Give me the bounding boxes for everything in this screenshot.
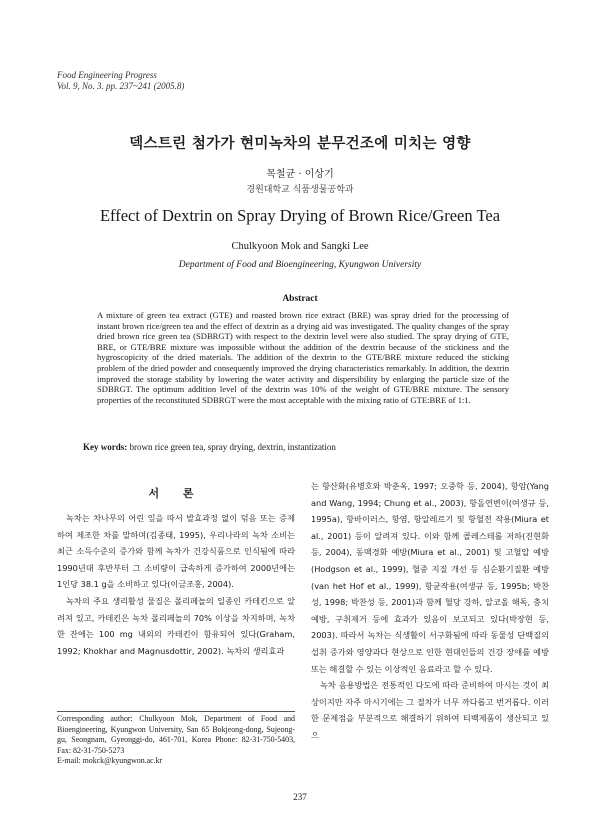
english-title: Effect of Dextrin on Spray Drying of Brown Rice/Green Tea [99,206,501,225]
journal-header [57,70,184,92]
abstract-body: A mixture of green tea extract (GTE) and roasted brown rice extract (BRE) was spray dried for the processing of instant brown rice/green tea and the effect of dextrin as a drying aid was investigated. The quality changes of the spray dried brown rice green tea (SDBRGT) with respect to the dextrin level were also studied. The spray drying of GTE, BRE, or GTE/BRE mixture was impossible without the addition of the dextrin because of the stickiness and the hygroscopicity of the dried materials. The addition of the dextrin to the GTE/BRE mixture reduced the sticking problem of the dried powder and consequently improved the drying characteristics remarkably. In addition, the dextrin improved the storage stability by lowering the water activity and dispersibility by enlarging the particle size of the SDBRGT. The optimum addition level of the dextrin was 10% of the weight of GTE/BRE mixture. The sensory properties of the reconstituted SDBRGT were the most acceptable with the mixing ratio of GTE:BRE of 1:1. [97,310,509,405]
intro-paragraph-4: 녹차 음용방법은 전통적인 다도에 따라 준비하여 마시는 것이 최상이지만 자주 마시기에는 그 절차가 너무 까다롭고 번거롭다. 이러한 문제점을 부분적으로 해결하기 위하여 티백제품이 생산되고 있으 [311,680,549,740]
footnote-corresponding-author: Corresponding author: Chulkyoon Mok, Department of Food and Bioengineering, Kyungwon University, San 65 Bokjeong-dong, Sujeong-gu, Seongnam, Gyeonggi-do, 461-701, Korea Phone: 82-31-750-5403, Fax: 82-31-750-5273 [57,714,295,755]
footnote-email: E-mail: mokck@kyungwon.ac.kr [57,756,163,766]
keywords-text: brown rice green tea, spray drying, dextrin, instantization [129,442,336,452]
right-column-text [311,478,549,744]
korean-title: 덱스트린 첨가가 현미녹차의 분무건조에 미치는 영향 [129,136,471,152]
section-heading-intro: 서 론 [148,487,204,500]
intro-paragraph-3: 는 항산화(유병호와 박춘옥, 1997; 오중학 등, 2004), 항암(Yang and Wang, 1994; Chung et al., 2003), 항돌연변이(여생규 등, 1995a), 항바이러스, 항염, 항알레르기 및 항혈전 작용(Miura et al., 2001) 등이 알려져 있다. 이와 함께 콜레스테롤 저하(진현화 등, 2004), 동맥경화 예방(Miura et al., 2001) 및 고혈압 예방(Hodgson et al., 1999), 혈중 지질 개선 등 심순환기질환 예방(van het Hof et al., 1999), 항균작용(여생규 등, 1995b; 박찬성, 1998; 박찬성 등, 2001)과 함께 혈당 강하, 알코올 해독, 충치 예방, 구취제거 등에 효과가 있음이 보고되고 있다(박장현 등, 2003). 따라서 녹차는 식생활이 서구화됨에 따라 동물성 단백질의 섭취 증가와 영양과다 현상으로 인한 현대인들의 건강 장애를 예방 또는 해결할 수 있는 이상적인 음료라고 할 수 있다. [311,481,549,674]
footnote [57,714,295,767]
english-affiliation: Department of Food and Bioengineering, Kyungwon University [178,260,422,270]
intro-paragraph-1: 녹차는 차나무의 어린 잎을 따서 발효과정 없이 덖음 또는 증제하여 제조한 차를 말하며(김종태, 1995), 우리나라의 녹차 소비는 최근 소득수준의 증가와 함께 녹차가 건강식품으로 인식됨에 따라 1990년대 후반부터 그 소비량이 급속하게 증가하여 2000년에는 1인당 38.1 g을 소비하고 있다(이금조홍, 2004). [57,513,295,590]
footnote-divider [57,711,295,712]
journal-volume: Vol. 9, No. 3. pp. 237~241 (2005.8) [57,81,185,91]
keywords-label: Key words: [83,442,128,452]
keywords [83,442,523,452]
left-column-text [57,510,295,659]
abstract-heading: Abstract [282,294,318,304]
english-authors: Chulkyoon Mok and Sangki Lee [231,241,369,252]
intro-paragraph-2: 녹차의 주요 생리활성 물질은 폴리페놀의 일종인 카테킨으로 알려져 있고, 카테킨은 녹차 폴리페놀의 70% 이상을 차지하며, 녹차 한 잔에는 100 mg 내외의 카테킨이 함유되어 있다(Graham, 1992; Khokhar and Magnusdottir, 2002). 녹차의 생리효과 [57,595,295,656]
korean-affiliation: 경원대학교 식품생물공학과 [246,185,354,195]
journal-name: Food Engineering Progress [57,70,157,80]
korean-authors: 목철균 · 이상기 [266,169,334,180]
page-number: 237 [293,792,307,802]
